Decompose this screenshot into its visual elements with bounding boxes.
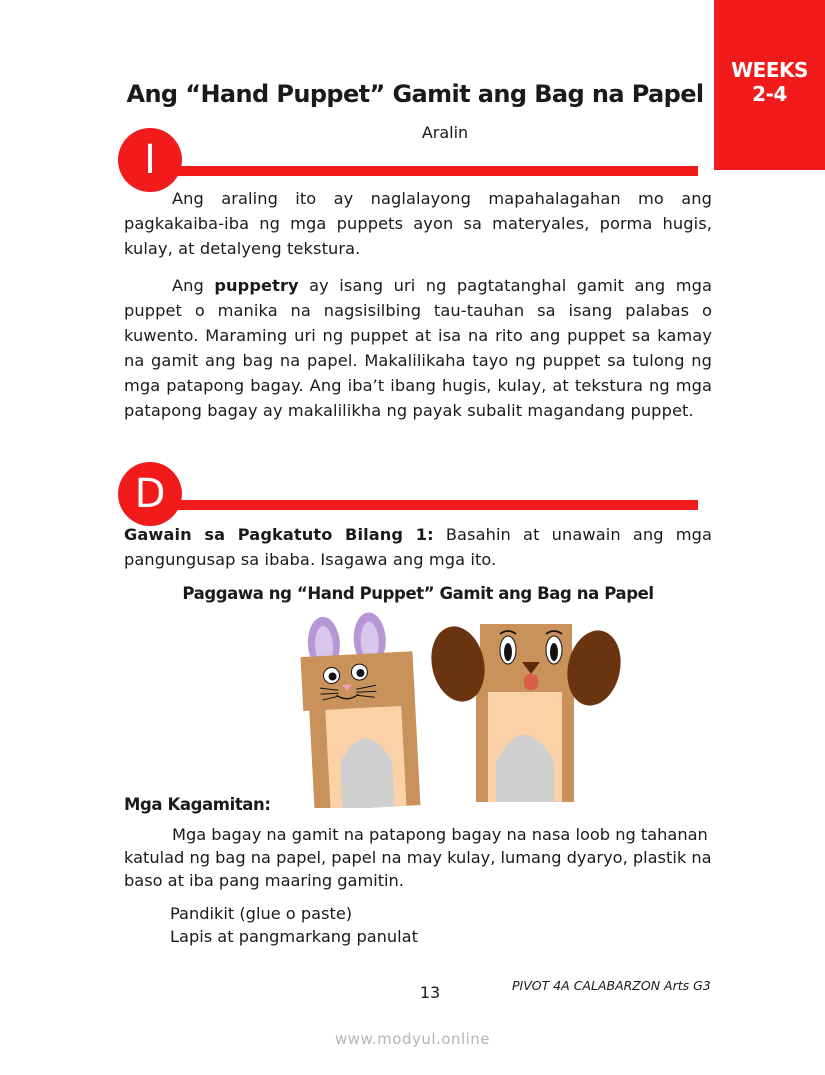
dog-puppet <box>425 621 628 802</box>
weeks-range: 2-4 <box>752 82 787 106</box>
paper-bag-puppets-illustration <box>296 612 628 808</box>
bunny-puppet <box>298 612 420 808</box>
section-d-divider <box>178 500 698 510</box>
activity-instructions: Gawain sa Pagkatuto Bilang 1: Basahin at unawain ang mga pangungusap sa ibaba. Isagawa ang mga ito. <box>124 525 712 569</box>
materials-heading: Mga Kagamitan: <box>124 795 271 814</box>
intro-paragraph-2: Ang puppetry ay isang uri ng pagtatanghal gamit ang mga puppet o manika na nagsisilbing tau-tauhan sa isang palabas o kuwento. Maraming uri ng puppet at isa na rito ang puppet sa kamay na gamit ang bag na papel. Makalilikaha tayo ng puppet sa tulong ng mga patapong bagay. Ang iba’t ibang hugis, kulay, at tekstura ng mga patapong bagay ay makalilikha ng payak subalit magandang puppet. <box>124 276 712 420</box>
activity-label: Gawain sa Pagkatuto Bilang 1: <box>124 525 434 544</box>
page-number: 13 <box>419 983 441 1002</box>
section-i-divider <box>178 166 698 176</box>
watermark: www.modyul.online <box>334 1030 491 1048</box>
intro-paragraph-1: Ang araling ito ay naglalayong mapahalagahan mo ang pagkakaiba-iba ng mga puppets ayon sa materyales, porma hugis, kulay, at detalyeng tekstura. <box>124 189 712 258</box>
page-title: Ang “Hand Puppet” Gamit ang Bag na Papel <box>126 80 704 108</box>
section-i-marker: I <box>118 128 182 192</box>
materials-list <box>170 902 418 948</box>
weeks-label: WEEKS <box>731 58 808 82</box>
list-item: Pandikit (glue o paste) <box>170 904 353 923</box>
footer-source: PIVOT 4A CALABARZON Arts G3 <box>512 978 711 993</box>
procedure-heading: Paggawa ng “Hand Puppet” Gamit ang Bag na Papel <box>182 584 654 603</box>
page-subtitle: Aralin <box>421 123 469 142</box>
puppetry-term: puppetry <box>214 276 299 295</box>
list-item: Lapis at pangmarkang panulat <box>170 927 418 946</box>
section-d-marker: D <box>118 462 182 526</box>
weeks-badge <box>714 0 825 170</box>
materials-paragraph: Mga bagay na gamit na patapong bagay na nasa loob ng tahanan katulad ng bag na papel, papel na may kulay, lumang dyaryo, plastik na baso at iba pang maaring gamitin. <box>124 825 712 890</box>
